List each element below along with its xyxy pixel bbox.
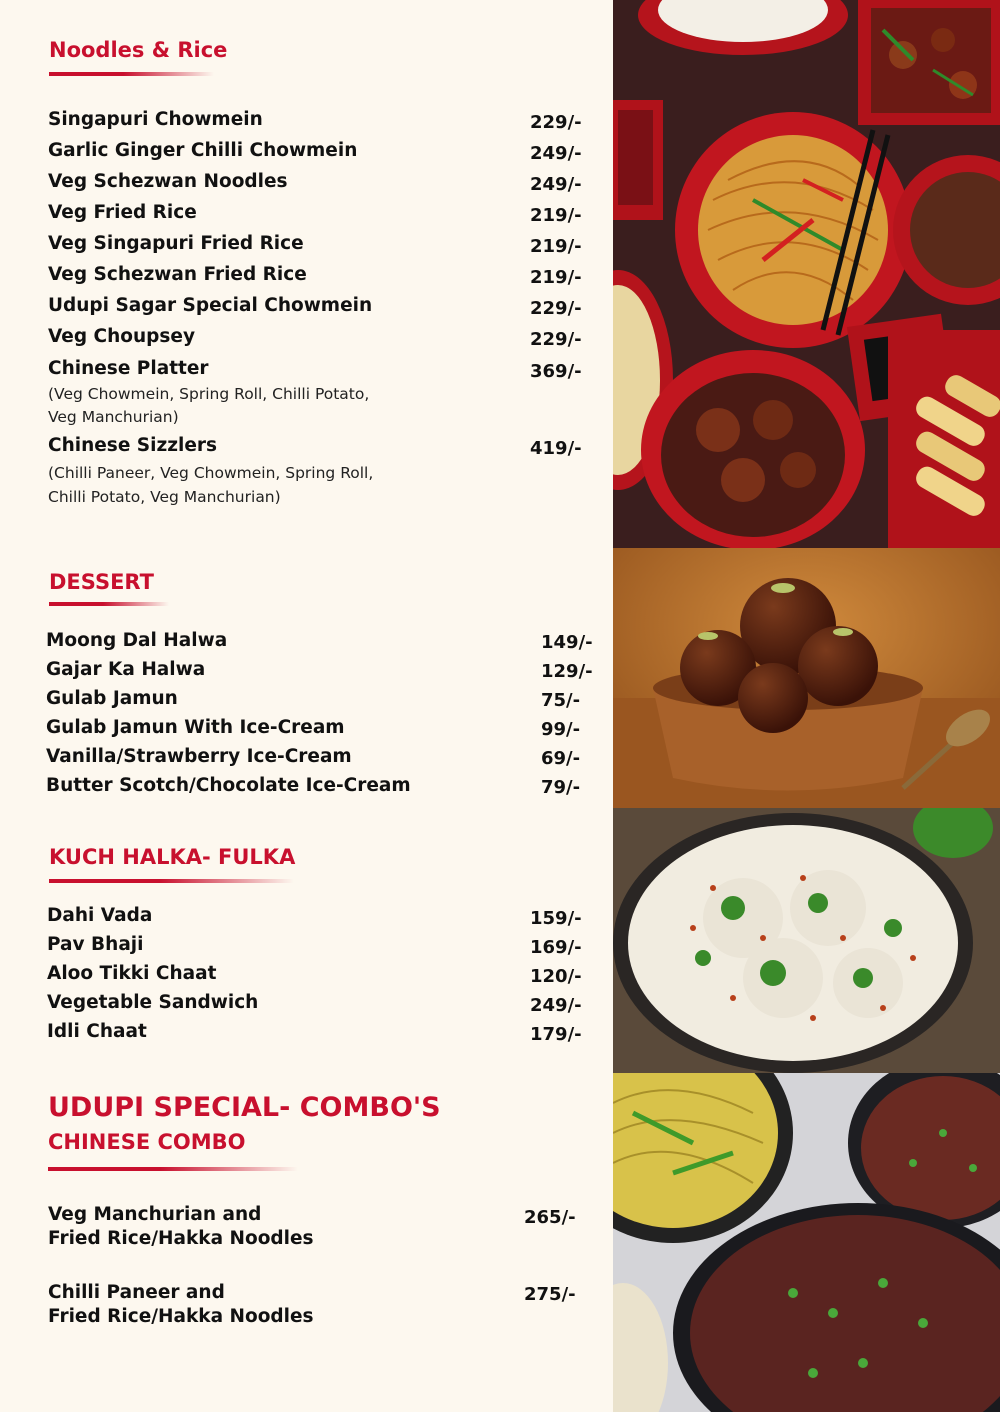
menu-item-price: 249/- <box>530 174 582 195</box>
menu-item-description: Chilli Potato, Veg Manchurian) <box>48 488 281 506</box>
menu-item-price: 79/- <box>541 777 581 798</box>
photo-column <box>613 0 1000 1412</box>
menu-item-description: Veg Manchurian) <box>48 408 179 426</box>
noodles-rice-photo <box>613 0 1000 548</box>
menu-item-price: 219/- <box>530 267 582 288</box>
menu-item-price: 219/- <box>530 205 582 226</box>
dahi-vada-photo <box>613 808 1000 1073</box>
menu-item-name: Veg Schezwan Fried Rice <box>48 264 307 285</box>
section-title-noodles-rice: Noodles & Rice <box>49 38 228 62</box>
menu-item-name: Vanilla/Strawberry Ice-Cream <box>46 746 352 767</box>
menu-item-price: 229/- <box>530 329 582 350</box>
section-underline <box>48 1167 298 1171</box>
menu-item-name: Garlic Ginger Chilli Chowmein <box>48 140 358 161</box>
menu-item-price: 75/- <box>541 690 581 711</box>
menu-item-name: Dahi Vada <box>47 905 153 926</box>
menu-item-price: 149/- <box>541 632 593 653</box>
menu-item-price: 159/- <box>530 908 582 929</box>
menu-item-price: 229/- <box>530 298 582 319</box>
menu-item-price: 229/- <box>530 112 582 133</box>
menu-item-name: Veg Schezwan Noodles <box>48 171 288 192</box>
menu-item-price: 129/- <box>541 661 593 682</box>
menu-item-name: Veg Choupsey <box>48 326 196 347</box>
combo-item-line: Veg Manchurian and <box>48 1204 262 1225</box>
menu-item-price: 369/- <box>530 361 582 382</box>
menu-item-price: 120/- <box>530 966 582 987</box>
menu-item-name: Udupi Sagar Special Chowmein <box>48 295 373 316</box>
menu-item-price: 249/- <box>530 143 582 164</box>
section-title-kuch-halka-fulka: KUCH HALKA- FULKA <box>49 845 296 869</box>
gulab-jamun-photo <box>613 548 1000 808</box>
section-underline <box>49 602 169 606</box>
menu-item-name: Gulab Jamun <box>46 688 178 709</box>
combo-item-line: Chilli Paneer and <box>48 1282 225 1303</box>
section-title-dessert: DESSERT <box>49 570 154 594</box>
menu-item-name: Moong Dal Halwa <box>46 630 228 651</box>
menu-item-name: Pav Bhaji <box>47 934 144 955</box>
menu-item-name: Veg Singapuri Fried Rice <box>48 233 304 254</box>
menu-item-name: Singapuri Chowmein <box>48 109 263 130</box>
menu-item-name: Vegetable Sandwich <box>47 992 259 1013</box>
combo-item-line: Fried Rice/Hakka Noodles <box>48 1306 314 1327</box>
menu-item-price: 169/- <box>530 937 582 958</box>
combo-item-line: Fried Rice/Hakka Noodles <box>48 1228 314 1249</box>
menu-item-name: Gajar Ka Halwa <box>46 659 206 680</box>
menu-item-price: 69/- <box>541 748 581 769</box>
menu-item-name: Gulab Jamun With Ice-Cream <box>46 717 345 738</box>
menu-item-name: Veg Fried Rice <box>48 202 197 223</box>
section-subtitle-chinese-combo: CHINESE COMBO <box>48 1130 246 1154</box>
menu-item-price: 249/- <box>530 995 582 1016</box>
menu-item-price: 179/- <box>530 1024 582 1045</box>
menu-item-price: 219/- <box>530 236 582 257</box>
menu-item-name: Butter Scotch/Chocolate Ice-Cream <box>46 775 411 796</box>
combo-item-price: 265/- <box>524 1207 576 1228</box>
menu-item-description: (Chilli Paneer, Veg Chowmein, Spring Roll, <box>48 464 374 482</box>
menu-item-name: Idli Chaat <box>47 1021 147 1042</box>
chinese-combo-photo <box>613 1073 1000 1412</box>
combo-item-price: 275/- <box>524 1284 576 1305</box>
menu-item-name: Chinese Sizzlers <box>48 435 218 456</box>
menu-item-name: Chinese Platter <box>48 358 209 379</box>
menu-item-price: 99/- <box>541 719 581 740</box>
section-underline <box>49 72 214 76</box>
section-underline <box>49 879 294 883</box>
menu-item-price: 419/- <box>530 438 582 459</box>
menu-item-name: Aloo Tikki Chaat <box>47 963 217 984</box>
section-title-udupi-special-combos: UDUPI SPECIAL- COMBO'S <box>48 1092 441 1123</box>
menu-item-description: (Veg Chowmein, Spring Roll, Chilli Potato, <box>48 385 370 403</box>
